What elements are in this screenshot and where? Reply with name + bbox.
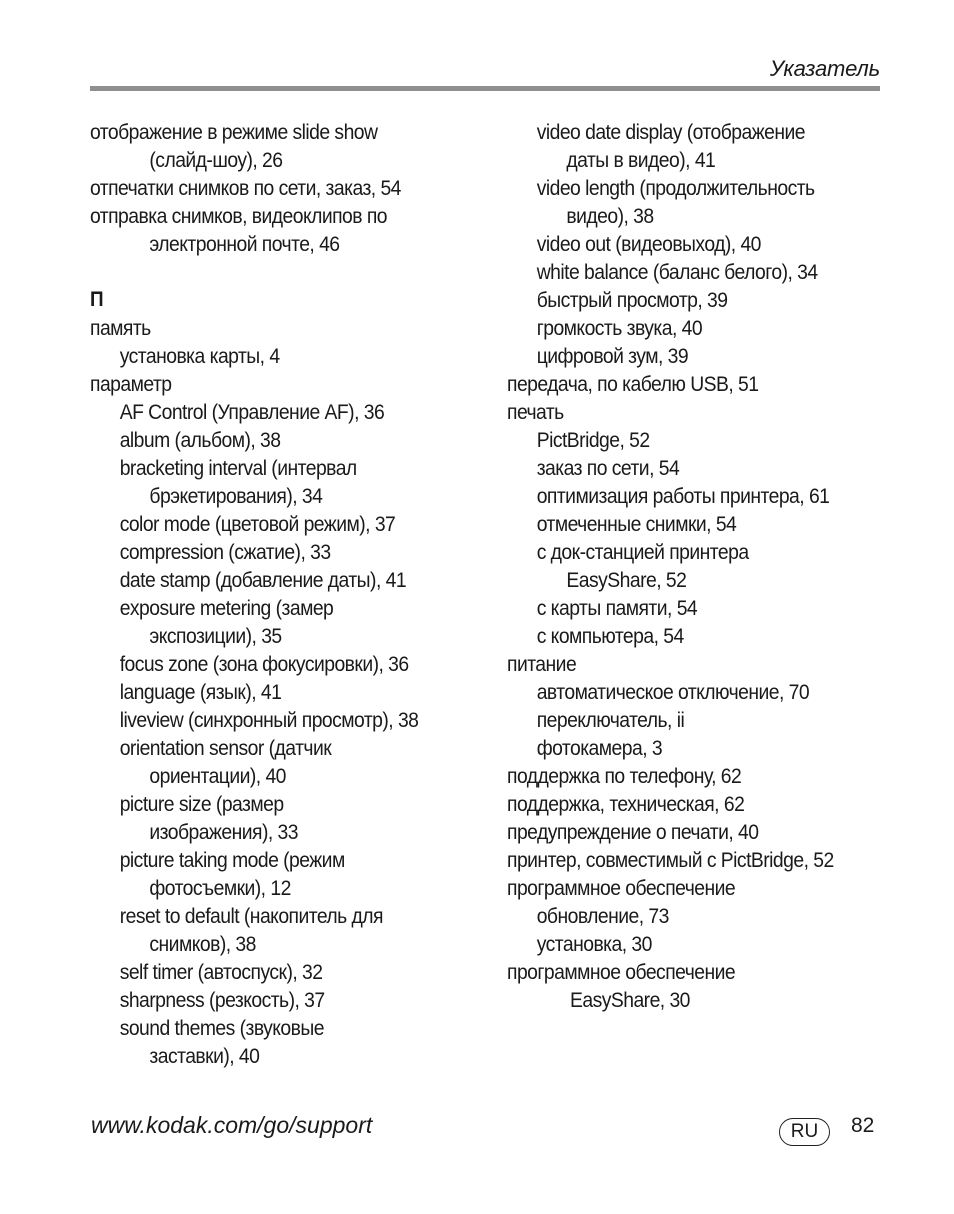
index-entry: поддержка, техническая, 62 [507, 792, 745, 816]
index-entry: брэкетирования), 34 [149, 484, 323, 508]
index-entry: установка карты, 4 [119, 344, 280, 368]
index-entry: питание [507, 652, 577, 676]
index-entry: focus zone (зона фокусировки), 36 [119, 652, 409, 676]
index-entry: color mode (цветовой режим), 37 [119, 512, 396, 536]
index-entry: (слайд-шоу), 26 [149, 148, 283, 172]
index-entry: электронной почте, 46 [149, 232, 340, 256]
index-entry: exposure metering (замер [119, 596, 334, 620]
index-entry: переключатель, ii [536, 708, 685, 732]
index-entry: с карты памяти, 54 [536, 596, 698, 620]
index-entry: EasyShare, 52 [566, 568, 687, 592]
index-entry: программное обеспечение [507, 960, 736, 984]
index-entry: self timer (автоспуск), 32 [119, 960, 323, 984]
support-url: www.kodak.com/go/support [91, 1112, 373, 1138]
index-entry: изображения), 33 [149, 820, 298, 844]
index-entry: память [90, 316, 151, 340]
language-badge: RU [779, 1118, 830, 1146]
index-entry: заставки), 40 [149, 1044, 260, 1068]
index-entry: video date display (отображение [536, 120, 805, 144]
index-entry: picture taking mode (режим [119, 848, 345, 872]
index-entry: sharpness (резкость), 37 [119, 988, 325, 1012]
index-entry: picture size (размер [119, 792, 284, 816]
index-entry: white balance (баланс белого), 34 [536, 260, 818, 284]
index-entry: PictBridge, 52 [536, 428, 650, 452]
index-entry: обновление, 73 [536, 904, 669, 928]
index-entry: поддержка по телефону, 62 [507, 764, 742, 788]
index-entry: reset to default (накопитель для [119, 904, 384, 928]
index-entry: sound themes (звуковые [119, 1016, 324, 1040]
index-entry: отправка снимков, видеоклипов по [90, 204, 387, 228]
page-number: 82 [851, 1114, 875, 1137]
index-entry: заказ по сети, 54 [536, 456, 680, 480]
index-entry: compression (сжатие), 33 [119, 540, 331, 564]
index-entry: отображение в режиме slide show [90, 120, 378, 144]
index-entry: language (язык), 41 [119, 680, 282, 704]
index-entry: автоматическое отключение, 70 [536, 680, 810, 704]
index-entry: принтер, совместимый с PictBridge, 52 [507, 848, 834, 872]
index-entry: фотосъемки), 12 [149, 876, 291, 900]
index-spacer [90, 258, 418, 286]
index-entry: video length (продолжительность [536, 176, 815, 200]
index-entry: liveview (синхронный просмотр), 38 [119, 708, 419, 732]
index-entry: bracketing interval (интервал [119, 456, 357, 480]
index-entry: программное обеспечение [507, 876, 736, 900]
index-entry: фотокамера, 3 [536, 736, 663, 760]
index-entry: снимков), 38 [149, 932, 256, 956]
index-entry: даты в видео), 41 [566, 148, 716, 172]
index-entry: предупреждение о печати, 40 [507, 820, 759, 844]
index-entry: печать [507, 400, 564, 424]
index-entry: параметр [90, 372, 172, 396]
index-entry: orientation sensor (датчик [119, 736, 332, 760]
index-entry: цифровой зум, 39 [536, 344, 689, 368]
index-entry: с док-станцией принтера [536, 540, 749, 564]
index-section-letter: П [90, 288, 104, 311]
index-entry: отпечатки снимков по сети, заказ, 54 [90, 176, 401, 200]
index-column-right [507, 118, 834, 1014]
index-entry: видео), 38 [566, 204, 654, 228]
index-entry: быстрый просмотр, 39 [536, 288, 728, 312]
index-column-left [90, 118, 418, 1070]
index-entry: EasyShare, 30 [570, 988, 690, 1012]
index-entry: установка, 30 [536, 932, 652, 956]
page-header-title: Указатель [769, 56, 880, 81]
index-entry: отмеченные снимки, 54 [536, 512, 737, 536]
header-divider [90, 86, 880, 91]
index-entry: album (альбом), 38 [119, 428, 281, 452]
index-entry: с компьютера, 54 [536, 624, 684, 648]
index-entry: оптимизация работы принтера, 61 [536, 484, 830, 508]
index-entry: date stamp (добавление даты), 41 [119, 568, 407, 592]
index-entry: передача, по кабелю USB, 51 [507, 372, 759, 396]
index-entry: AF Control (Управление AF), 36 [119, 400, 385, 424]
index-entry: video out (видеовыход), 40 [536, 232, 761, 256]
index-entry: громкость звука, 40 [536, 316, 703, 340]
index-entry: ориентации), 40 [149, 764, 286, 788]
index-entry: экспозиции), 35 [149, 624, 282, 648]
